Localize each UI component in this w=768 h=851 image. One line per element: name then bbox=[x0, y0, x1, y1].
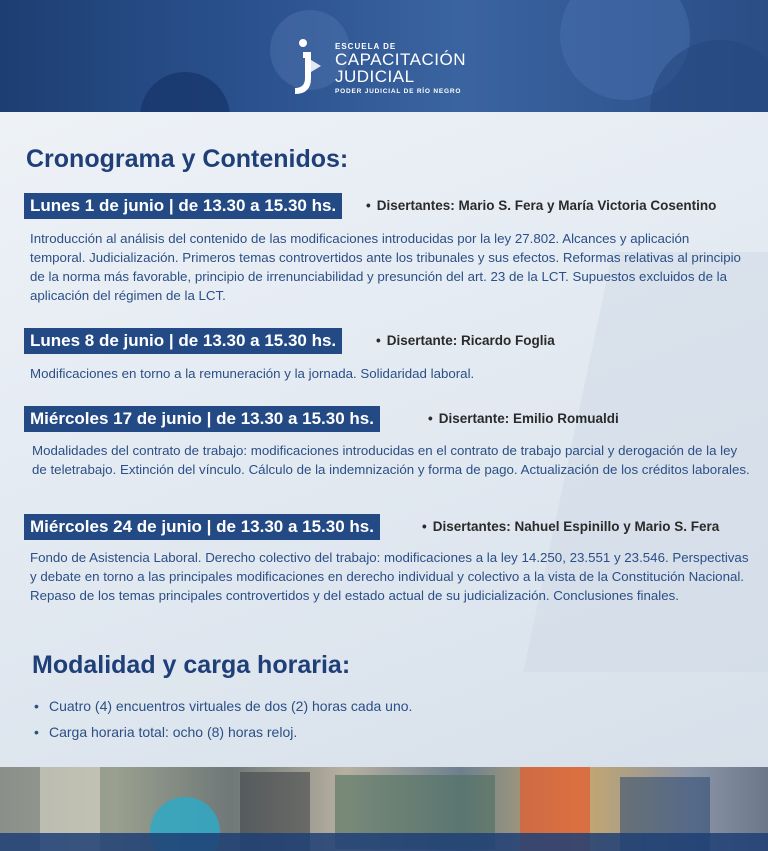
list-item-text: Carga horaria total: ocho (8) horas reloj. bbox=[49, 724, 298, 740]
logo-small-text: ESCUELA DE bbox=[335, 41, 397, 51]
bullet-dot-icon: • bbox=[34, 698, 39, 714]
bullet-dot-icon: • bbox=[428, 411, 433, 426]
logo-mark-icon bbox=[293, 38, 325, 98]
footer-bar bbox=[0, 833, 768, 851]
bullet-dot-icon: • bbox=[34, 724, 39, 740]
bullet-dot-icon: • bbox=[422, 519, 427, 534]
session-date-badge: Lunes 8 de junio | de 13.30 a 15.30 hs. bbox=[24, 328, 342, 354]
session-description: Fondo de Asistencia Laboral. Derecho colectivo del trabajo: modificaciones a la ley 14.250, 23.551 y 23.546. Perspectivas y debate en torno a las principales modificaciones en derecho individual y colectivo a la vista de la Constitución Nacional. Repaso de los temas principales controvertidos y del estado actual de su judicialización. Conclusiones finales. bbox=[30, 550, 749, 603]
session-speaker bbox=[428, 406, 619, 432]
decorative-circle bbox=[140, 72, 230, 112]
session-description: Modificaciones en torno a la remuneración y la jornada. Solidaridad laboral. bbox=[30, 366, 475, 381]
header-banner bbox=[0, 0, 768, 112]
session-speaker-text: Disertantes: Nahuel Espinillo y Mario S. Fera bbox=[432, 519, 720, 534]
session-date-badge: Miércoles 24 de junio | de 13.30 a 15.30 hs. bbox=[24, 514, 380, 540]
logo-title-line2: JUDICIAL bbox=[335, 66, 415, 86]
session-description: Introducción al análisis del contenido de las modificaciones introducidas por la ley 27.802. Alcances y aplicación temporal. Judicialización. Primeros temas controvertidos ante los tribunales y sus efectos. Reformas relativas al principio de la norma más favorable, principio de irrenunciabilidad y presunción del art. 23 de la LCT. Supuestos excluidos de la aplicación del régimen de la LCT. bbox=[30, 231, 741, 303]
session-description: Modalidades del contrato de trabajo: modificaciones introducidas en el contrato de trabajo parcial y derogación de la ley de teletrabajo. Extinción del vínculo. Cálculo de la indemnización y forma de pago. Actualización de los créditos laborales. bbox=[32, 443, 750, 477]
list-item-text: Cuatro (4) encuentros virtuales de dos (2) horas cada uno. bbox=[49, 698, 413, 714]
school-logo bbox=[293, 38, 466, 98]
session-date-badge: Miércoles 17 de junio | de 13.30 a 15.30 hs. bbox=[24, 406, 380, 432]
session-date-badge: Lunes 1 de junio | de 13.30 a 15.30 hs. bbox=[24, 193, 342, 219]
list-item bbox=[34, 693, 412, 719]
session-speaker-text: Disertante: Emilio Romualdi bbox=[438, 411, 619, 426]
modalidad-list bbox=[34, 693, 412, 745]
bullet-dot-icon: • bbox=[376, 333, 381, 348]
footer-collage-image bbox=[0, 767, 768, 851]
session-speaker bbox=[376, 328, 555, 354]
session-speaker bbox=[366, 193, 716, 219]
page-title: Cronograma y Contenidos: bbox=[26, 145, 349, 173]
logo-subtitle: PODER JUDICIAL DE RÍO NEGRO bbox=[335, 87, 462, 95]
bullet-dot-icon: • bbox=[366, 198, 371, 213]
session-speaker-text: Disertantes: Mario S. Fera y María Victoria Cosentino bbox=[376, 198, 717, 213]
list-item bbox=[34, 719, 412, 745]
session-speaker bbox=[422, 514, 719, 540]
session-speaker-text: Disertante: Ricardo Foglia bbox=[386, 333, 555, 348]
logo-title-line1: CAPACITACIÓN bbox=[335, 49, 466, 69]
modalidad-title: Modalidad y carga horaria: bbox=[32, 651, 351, 679]
